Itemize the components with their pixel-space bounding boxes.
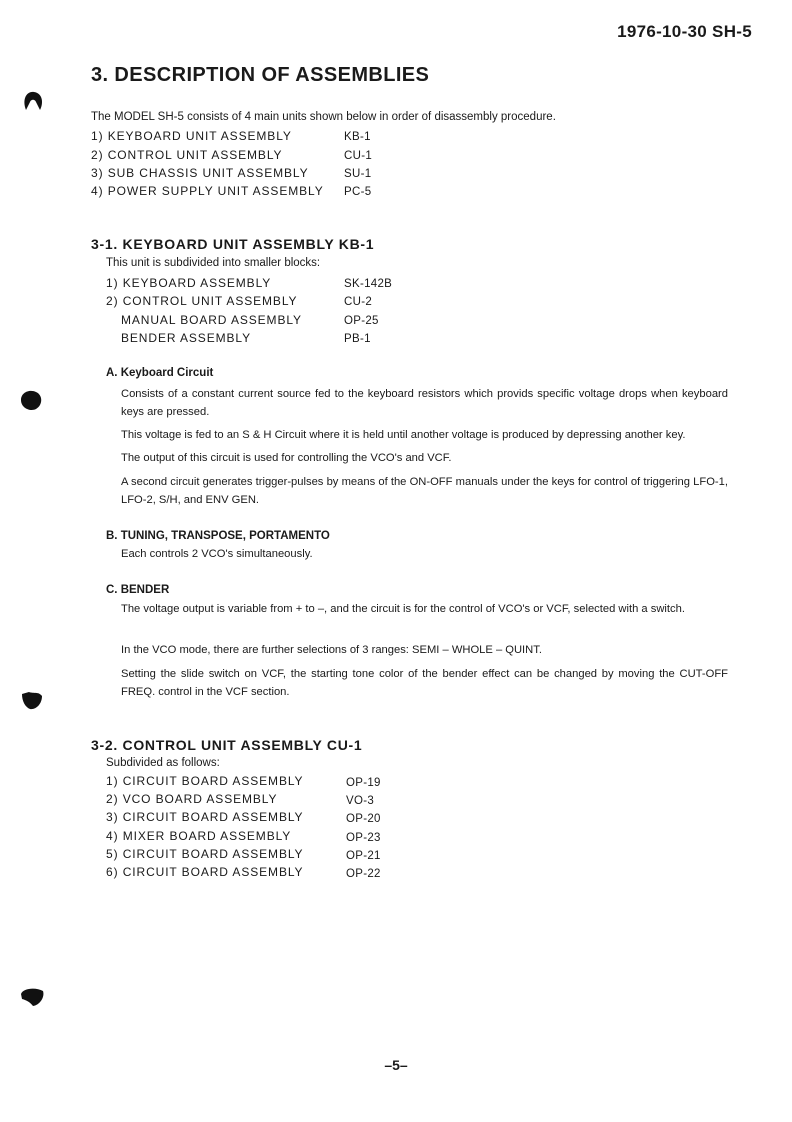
list-item: 4) MIXER BOARD ASSEMBLY [106,829,292,843]
list-item: MANUAL BOARD ASSEMBLY [121,313,302,327]
assembly-code: CU-2 [344,296,373,308]
document-id: 1976-10-30 SH-5 [617,22,752,41]
list-item: 1) KEYBOARD ASSEMBLY [106,276,272,290]
intro-text: The MODEL SH-5 consists of 4 main units shown below in order of disassembly procedure. [91,111,556,123]
list-item: 3) SUB CHASSIS UNIT ASSEMBLY [91,166,309,180]
list-item: BENDER ASSEMBLY [121,331,251,345]
assembly-code: OP-23 [346,832,381,844]
paragraph: A second circuit generates trigger-pulses by means of the ON-OFF manuals under the keys for control of triggering LFO-1, LFO-2, S/H, and ENV GEN. [121,476,728,506]
assembly-code: SU-1 [344,168,372,180]
subsection-heading: A. Keyboard Circuit [106,367,214,379]
paragraph: Each controls 2 VCO's simultaneously. [121,548,313,560]
assembly-code: OP-19 [346,777,381,789]
list-item: 3) CIRCUIT BOARD ASSEMBLY [106,810,304,824]
section-heading: 3-2. CONTROL UNIT ASSEMBLY CU-1 [91,737,363,753]
section-subtitle: This unit is subdivided into smaller blocks: [106,257,321,269]
section-subtitle: Subdivided as follows: [106,757,220,769]
subsection-heading: B. TUNING, TRANSPOSE, PORTAMENTO [106,530,330,542]
paragraph: Consists of a constant current source fed to the keyboard resistors which provids specific voltage drops when keyboard keys are pressed. [121,388,728,418]
main-units-list [91,129,511,205]
section-heading: 3-1. KEYBOARD UNIT ASSEMBLY KB-1 [91,236,375,252]
keyboard-unit-list [106,276,506,348]
list-item: 2) VCO BOARD ASSEMBLY [106,792,278,806]
assembly-code: CU-1 [344,150,373,162]
assembly-code: VO-3 [346,795,375,807]
subsection-heading: C. BENDER [106,584,170,596]
control-unit-list [106,774,506,886]
assembly-code: PB-1 [344,333,371,345]
assembly-code: SK-142B [344,278,393,290]
list-item: 6) CIRCUIT BOARD ASSEMBLY [106,865,304,879]
binder-hole [18,388,44,412]
list-item: 4) POWER SUPPLY UNIT ASSEMBLY [91,184,324,198]
binder-hole [18,688,44,712]
assembly-code: OP-21 [346,850,381,862]
assembly-code: KB-1 [344,131,371,143]
paragraph: The output of this circuit is used for controlling the VCO's and VCF. [121,452,452,464]
paragraph: In the VCO mode, there are further selections of 3 ranges: SEMI – WHOLE – QUINT. [121,644,542,656]
assembly-code: OP-22 [346,868,381,880]
assembly-code: PC-5 [344,186,372,198]
assembly-code: OP-25 [344,315,379,327]
list-item: 5) CIRCUIT BOARD ASSEMBLY [106,847,304,861]
list-item: 2) CONTROL UNIT ASSEMBLY [91,148,283,162]
binder-hole [18,985,46,1009]
paragraph: The voltage output is variable from + to –, and the circuit is for the control of VCO's or VCF, selected with a switch. [121,603,685,615]
page-number: –5– [384,1057,408,1073]
list-item: 1) KEYBOARD UNIT ASSEMBLY [91,129,292,143]
binder-hole [20,88,46,114]
paragraph: This voltage is fed to an S & H Circuit where it is held until another voltage is produced by depressing another key. [121,429,686,441]
page-title: 3. DESCRIPTION OF ASSEMBLIES [91,64,430,86]
assembly-code: OP-20 [346,813,381,825]
list-item: 2) CONTROL UNIT ASSEMBLY [106,294,298,308]
paragraph: Setting the slide switch on VCF, the starting tone color of the bender effect can be changed by moving the CUT-OFF FREQ. control in the VCF section. [121,668,728,698]
list-item: 1) CIRCUIT BOARD ASSEMBLY [106,774,304,788]
